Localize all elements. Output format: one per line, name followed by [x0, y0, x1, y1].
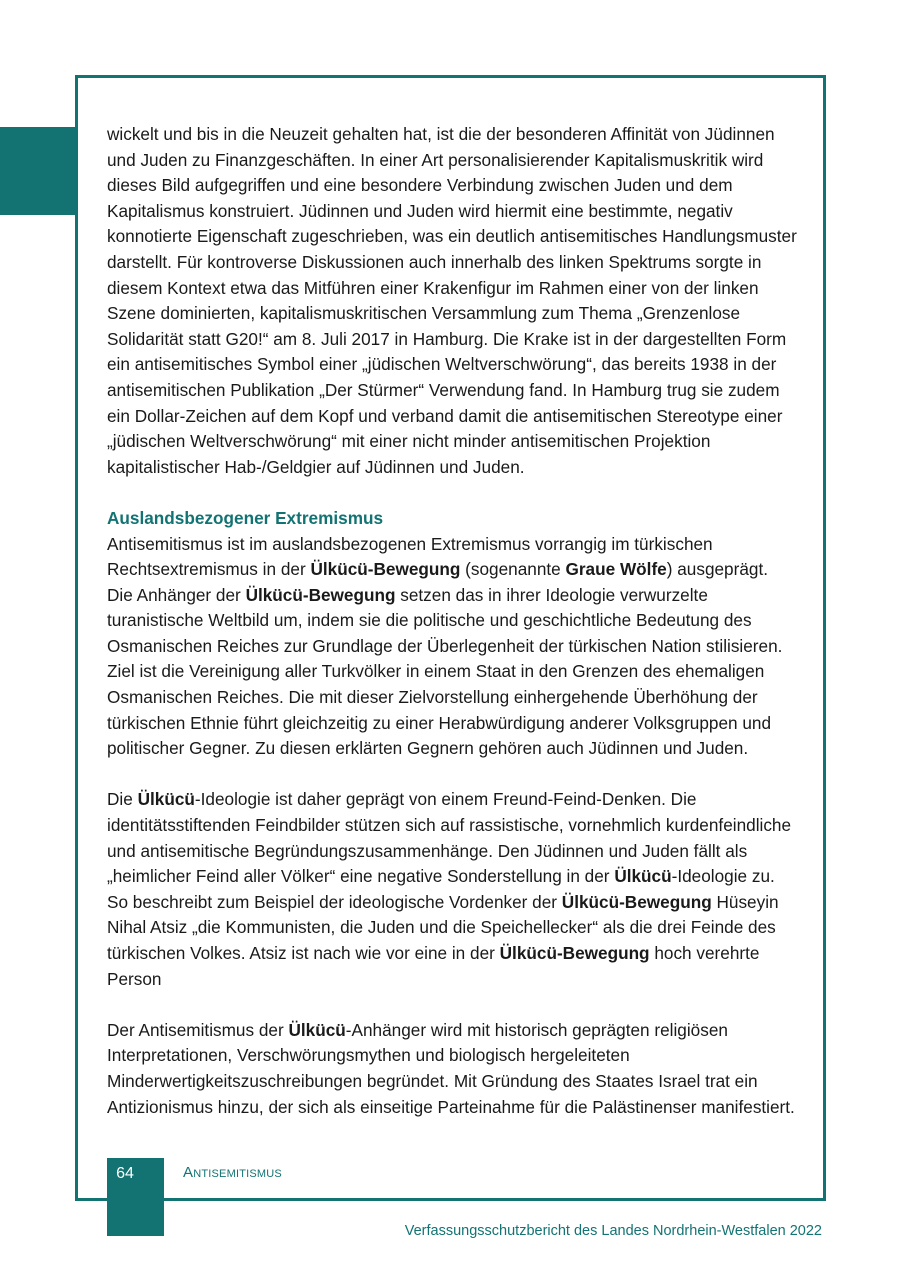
paragraph-text: Der Antisemitismus der — [107, 1019, 289, 1040]
bold-term: Ülkücü-Bewegung — [310, 559, 461, 580]
bold-term: Ülkücü — [288, 1019, 346, 1040]
side-tab-marker — [0, 127, 76, 215]
bold-term: Graue Wölfe — [565, 559, 667, 580]
paragraph — [107, 532, 797, 762]
bold-term: Ülkücü-Bewegung — [245, 584, 396, 605]
report-title: Verfassungsschutzbericht des Landes Nordrhein-Westfalen 2022 — [404, 1223, 822, 1239]
paragraph-text: (sogenannte — [460, 559, 566, 580]
paragraph-text: -Ideologie zu. So beschreibt zum Beispiel der ideologische Vordenker der — [107, 866, 775, 912]
bold-term: Ülkücü-Bewegung — [561, 891, 712, 912]
section-heading: Auslandsbezogener Extremismus — [107, 507, 384, 528]
bold-term: Ülkücü-Bewegung — [499, 943, 650, 963]
paragraph-text: -Ideologie ist daher geprägt von einem Freund-Feind-Denken. Die identitätsstiftenden Feindbilder stützen sich auf rassistische, vornehmlich kurdenfeindliche und antisemitische Begründungszusammenhänge. Den Jüdinnen und Juden fällt als „heimlicher Feind aller Völker“ eine negative Sonderstellung in der — [107, 789, 792, 887]
paragraph — [107, 787, 797, 992]
page-number: 64 — [116, 1165, 134, 1182]
page-number-box — [107, 1158, 164, 1236]
paragraph-text: ) ausgeprägt. Die Anhänger der — [107, 559, 769, 605]
paragraph — [107, 122, 797, 480]
running-section-label: Antisemitismus — [183, 1164, 282, 1181]
bold-term: Ülkücü — [137, 789, 195, 810]
paragraph-text: Hüseyin Nihal Atsiz „die Kommunisten, die Juden und die Speichellecker“ als die drei Feinde des türkischen Volkes. Atsiz ist nach wie vor eine in der — [107, 891, 779, 963]
paragraph-text: Antisemitismus ist im auslandsbezogenen Extremismus vorrangig im türkischen Rechtsextremismus in der — [107, 533, 713, 580]
paragraph-text: -Anhänger wird mit historisch geprägten religiösen Interpretationen, Verschwörungsmythen und biologisch hergeleiteten Minderwertigkeitszuschreibungen begründet. Mit Gründung des Staates Israel trat ein Antizionismus hinzu, der sich als einseitige Parteinahme für die Palästinenser manifestiert. — [107, 1019, 795, 1117]
paragraph-text: hoch verehrte Person — [107, 943, 760, 989]
paragraph — [107, 1018, 797, 1120]
bold-term: Ülkücü — [614, 866, 672, 887]
main-content — [107, 122, 797, 1120]
paragraph-text: setzen das in ihrer Ideologie verwurzelte turanistische Weltbild um, indem sie die politische und geschichtliche Bedeutung des Osmanischen Reiches zur Grundlage der Überlegenheit der türkischen Nation stilisieren. Ziel ist die Vereinigung aller Turkvölker in einem Staat in den Grenzen des ehemaligen Osmanischen Reiches. Die mit dieser Zielvorstellung einhergehende Überhöhung der türkischen Ethnie führt gleichzeitig zu einer Herabwürdigung anderer Volksgruppen und politischer Gegner. Zu diesen erklärten Gegnern gehören auch Jüdinnen und Juden. — [107, 584, 783, 759]
paragraph-text: wickelt und bis in die Neuzeit gehalten hat, ist die der besonderen Affinität von Jüdinnen und Juden zu Finanzgeschäften. In einer Art personalisierender Kapitalismuskritik wird dieses Bild aufgegriffen und eine besondere Verbindung zwischen Juden und dem Kapitalismus konstruiert. Jüdinnen und Juden wird hiermit eine bestimmte, negativ konnotierte Eigenschaft zugeschrieben, was ein deutlich antisemitisches Handlungsmuster darstellt. Für kontroverse Diskussionen auch innerhalb des linken Spektrums sorgte in diesem Kontext etwa das Mitführen einer Krakenfigur im Rahmen einer von der linken Szene dominierten, kapitalismuskritischen Versammlung zum Thema „Grenzenlose Solidarität statt G20!“ am 8. Juli 2017 in Hamburg. Die Krake ist in der dargestellten Form ein antisemitisches Symbol einer „jüdischen Weltverschwörung“, das bereits 1938 in der antisemitischen Publikation „Der Stürmer“ Verwendung fand. In Hamburg trug sie zudem ein Dollar-Zeichen auf dem Kopf und verband damit die antisemitischen Stereotype einer „jüdischen Weltverschwörung“ mit einer nicht minder antisemitischen Projektion kapitalistischer Hab-/Geldgier auf Jüdinnen und Juden. — [107, 124, 797, 477]
paragraph-text: Die — [107, 789, 138, 810]
